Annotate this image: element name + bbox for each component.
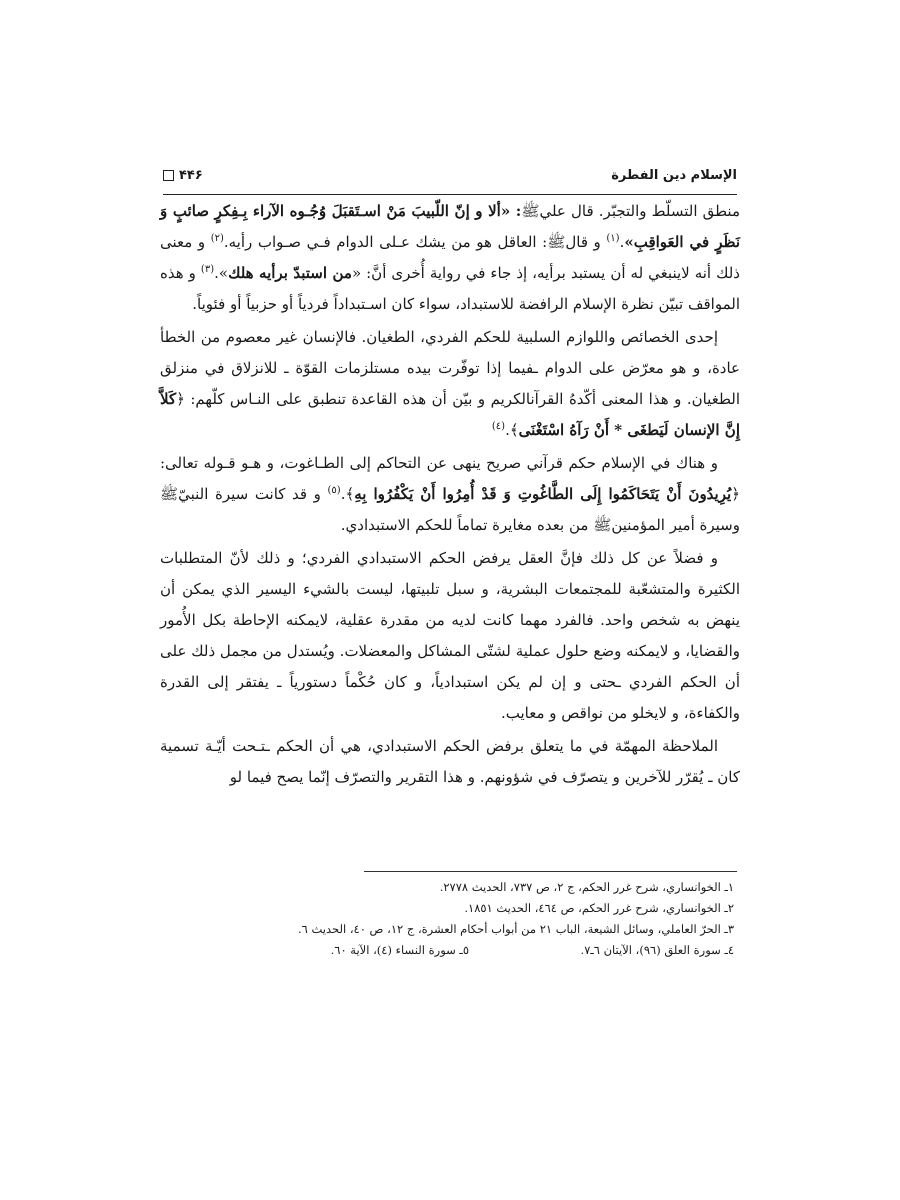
text-run: منطق التسلّط والتجبّر. قال علي: [539, 202, 740, 220]
footnote-5: ٥ـ سورة النساء (٤)، الآية ٦٠.: [330, 943, 469, 957]
footnote-3: ٣ـ الحرّ العاملي، وسائل الشيعة، الباب ٢١ من أبواب أحكام العشرة، ج ١٢، ص ٤٠، الحديث ٦.: [298, 922, 734, 936]
paragraph-2: [160, 322, 740, 446]
text-run: إحدى الخصائص واللوازم السلبية للحكم الفردي، الطغيان. فالإنسان غير معصوم من الخطأ عادة، و هو معرّض على الدوام ـفيما إذا توفّرت بيده مستلزمات القوّة ـ للانزلاق في منزلق الطغيان. و هذا المعنى أكّدهُ القرآنالكريم و بيّن أن هذه القاعدة تنطبق على النـاس كلّهم: ﴿: [160, 328, 740, 408]
paragraph-1: [160, 196, 740, 320]
footnote-marker: (٣): [200, 264, 215, 275]
text-run: ﴾.: [505, 421, 519, 439]
text-run: ﷺ: [521, 202, 540, 220]
text-run: الملاحظة المهمّة في ما يتعلق برفض الحكم الاستبدادي، هي أن الحكم ـتـحت أيّـة تسمية كان ـ يُقرّر للآخرين و يتصرّف في شؤونهم. و هذا التقرير والتصرّف إنّما يصح فيما لو: [160, 737, 740, 786]
paragraph-3: [160, 448, 740, 541]
footnote-marker: (٢): [210, 233, 224, 244]
footnote-2: ٢ـ الخوانساري، شرح غرر الحكم، ص ٤٦٤، الحديث ١٨٥١.: [464, 901, 734, 915]
text-run: : العاقل هو من يشك عـلى الدوام فـي صـواب رأيه.: [223, 233, 548, 251]
text-run: من بعده مغايرة تماماً للحكم الاستبدادي.: [340, 516, 594, 534]
text-run: ﷺ: [160, 485, 179, 503]
running-header: [163, 168, 737, 190]
paragraph-5: [160, 731, 740, 793]
footnote-marker: (٥): [327, 485, 341, 496]
main-text: [160, 196, 740, 795]
text-run: و فضلاً عن كل ذلك فإنَّ العقل يرفض الحكم الاستبدادي الفردي؛ و ذلك لأنّ المتطلبات الكثيرة والمتشعّبة للمجتمعات البشرية، و سبل تلبيتها، ليست بالشيء اليسير الذي يمكن أن ينهض به شخص واحد. فالفرد مهما كانت لديه من مقدرة عقلية، لايمكنه الإحاطة بكل الأُمور والقضايا، و لايمكنه وضع حلول عملية لشتّى المشاكل والمعضلات. ويُستدل من مجمل ذلك على أن الحكم الفردي ـحتى و إن لم يكن استبدادياً، و كان حُكْماً دستورياً ـ يفتقر إلى القدرة والكفاءة، و لايخلو من نواقص و معايب.: [160, 549, 740, 722]
text-run: ﷺ: [547, 233, 566, 251]
footnotes: [160, 877, 734, 961]
quoted-text: من استبدّ برأيه هلك: [228, 264, 352, 282]
text-run: ﴾.: [340, 485, 355, 503]
text-run: و قال: [565, 233, 607, 251]
text-run: و هذه المواقف تبيّن نظرة الإسلام الرافضة للاستبداد، سواء كان اسـتبداداً فردياً أو حزبياً أو فئوياً.: [160, 264, 740, 313]
quoted-text: : «ألا و إنّ اللّبيبَ مَنْ اسـتَقبَلَ وُجُـوه الآراء بِـفِكرٍ صائبٍ وَ نَظَرٍ في العَواقِبِ»: [160, 202, 740, 251]
footnote-marker: (٤): [491, 421, 506, 432]
quoted-text: يُرِيدُونَ أَنْ يَتَحَاكَمُوا إِلَى الطَّاغُوتِ وَ قَدْ أُمِرُوا أَنْ يَكْفُرُوا بِهِ: [354, 485, 732, 503]
text-run: و معنى ذلك أنه لاينبغي له أن يستبد برأيه، إذ جاء في رواية أُخرى أنَّ: «: [160, 233, 740, 282]
footnote-separator: [364, 871, 737, 872]
text-run: ».: [214, 264, 229, 282]
footnote-row-4-5: [160, 940, 734, 961]
text-run: ﷺ: [593, 516, 612, 534]
header-rule: [163, 194, 737, 195]
text-run: و قد كانت سيرة النبيّ: [178, 485, 328, 503]
square-icon: [163, 170, 174, 181]
paragraph-4: [160, 543, 740, 729]
footnote-marker: (١): [606, 233, 620, 244]
book-title: الإسلام دين الفطرة: [611, 168, 737, 183]
page-number: ۴۴۶: [179, 168, 203, 183]
text-run: .: [619, 233, 625, 251]
text-run: و هناك في الإسلام حكم قرآني صريح ينهى عن التحاكم إلى الطـاغوت، و هـو قـوله تعالى: ﴿: [160, 454, 740, 503]
footnote-4: ٤ـ سورة العلق (٩٦)، الآيتان ٦ـ٧.: [580, 943, 734, 957]
page-number-block: [163, 168, 203, 183]
quoted-text: كَلاَّ إِنَّ الإنسان لَيَطغَى * أَنْ رَآهُ اسْتَغْنَى: [160, 390, 740, 439]
footnote-1: ١ـ الخوانساري، شرح غرر الحكم، ج ٢، ص ٧٣٧، الحديث ٢٧٧٨.: [439, 880, 734, 894]
text-run: وسيرة أمير المؤمنين: [611, 516, 740, 534]
